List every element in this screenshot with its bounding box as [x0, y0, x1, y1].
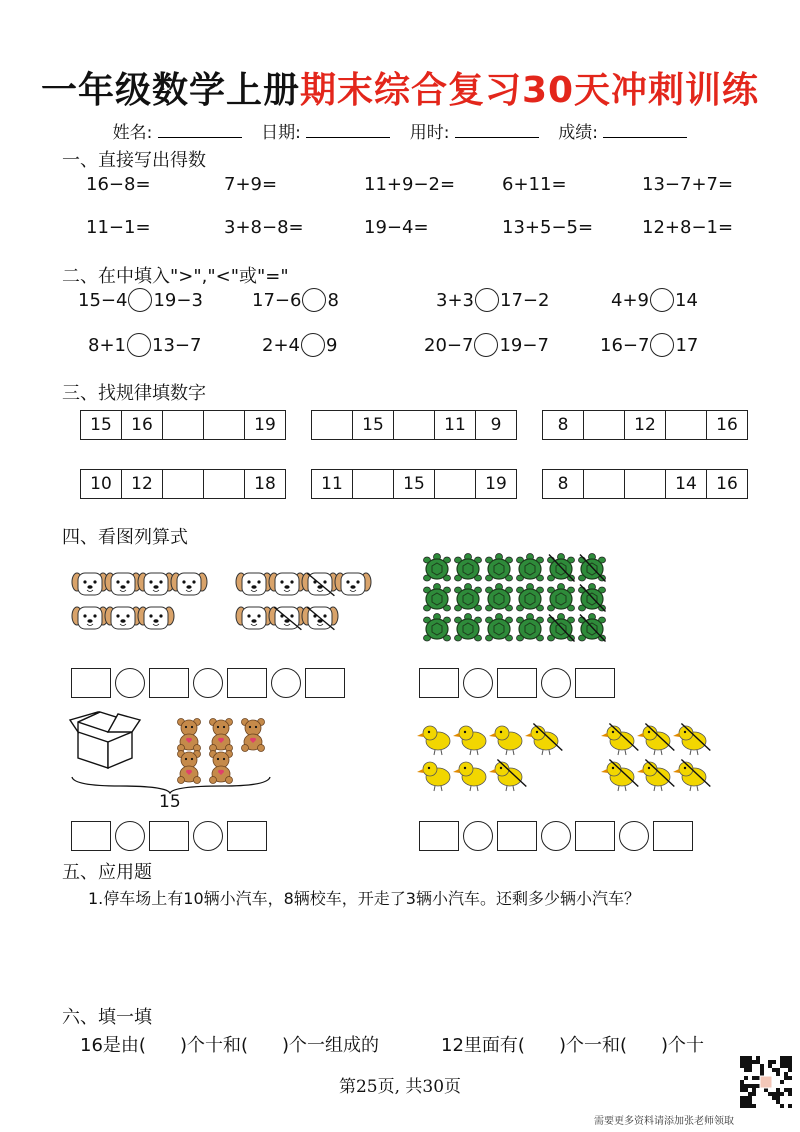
answer-box[interactable]	[149, 821, 189, 851]
operator-circle[interactable]	[115, 668, 145, 698]
puppy-icon	[171, 573, 207, 595]
answer-row	[71, 821, 271, 851]
compare-item: 4+9 14	[611, 289, 698, 311]
answer-box[interactable]	[227, 668, 267, 698]
page-number: 第25页, 共30页	[338, 1077, 462, 1097]
compare-item: 8+1 13−7	[88, 334, 202, 356]
duck-icon	[453, 762, 486, 791]
calc-item: 6+11=	[502, 174, 567, 195]
turtle-icon	[424, 554, 451, 582]
duck-icon	[637, 760, 674, 792]
fill-question-2: 12里面有( )个一和( )个十	[441, 1035, 705, 1056]
calc-item: 12+8−1=	[642, 217, 734, 238]
sequence-cell[interactable]: 18	[244, 469, 286, 499]
puppy-icon	[105, 607, 141, 629]
compare-item: 20−7 19−7	[424, 334, 549, 356]
calc-item: 16−8=	[86, 174, 151, 195]
sequence-cell[interactable]: 11	[311, 469, 353, 499]
teddy-bear-icon	[178, 719, 201, 752]
brace-icon	[72, 777, 270, 793]
sequence-cell[interactable]: 19	[475, 469, 517, 499]
section-4-heading: 四、看图列算式	[62, 527, 188, 548]
turtle-icon	[579, 584, 606, 612]
turtle-icon	[455, 584, 482, 612]
section-5-heading: 五、应用题	[62, 862, 152, 883]
turtle-icon	[486, 614, 513, 642]
compare-item: 17−6 8	[252, 289, 339, 311]
turtle-icon	[486, 554, 513, 582]
sequence-cell[interactable]: 15	[393, 469, 435, 499]
calc-item: 11−1=	[86, 217, 151, 238]
box-icon	[70, 712, 140, 768]
duck-icon	[417, 726, 450, 755]
compare-item: 16−7 17	[600, 334, 699, 356]
puppy-icon	[269, 573, 305, 595]
answer-box[interactable]	[575, 821, 615, 851]
puppy-icon	[269, 607, 305, 630]
qr-code[interactable]	[740, 1056, 792, 1108]
answer-box[interactable]	[149, 668, 189, 698]
answer-box[interactable]	[419, 821, 459, 851]
answer-box[interactable]	[305, 668, 345, 698]
duck-icon	[489, 760, 526, 792]
operator-circle[interactable]	[463, 668, 493, 698]
sequence-cell[interactable]: 15	[80, 410, 122, 440]
calc-item: 7+9=	[224, 174, 278, 195]
score-label: 成绩:	[558, 123, 598, 143]
answer-box[interactable]	[71, 668, 111, 698]
puppy-icon	[302, 607, 338, 630]
operator-circle[interactable]	[271, 668, 301, 698]
answer-box[interactable]	[653, 821, 693, 851]
name-label: 姓名:	[112, 123, 153, 143]
turtle-icon	[486, 584, 513, 612]
duck-icon	[453, 726, 486, 755]
brace-total-label: 15	[159, 792, 181, 812]
calc-item: 19−4=	[364, 217, 429, 238]
answer-box[interactable]	[227, 821, 267, 851]
turtle-icon	[548, 614, 575, 642]
duck-icon	[525, 724, 562, 756]
title-part2: 期末综合复习30天冲刺训练	[299, 70, 760, 111]
duck-icon	[417, 762, 450, 791]
answer-box[interactable]	[419, 668, 459, 698]
calc-item: 11+9−2=	[364, 174, 456, 195]
word-problem-text: 1.停车场上有10辆小汽车，8辆校车，开走了3辆小汽车。还剩多少辆小汽车？	[88, 889, 640, 908]
title-part1: 一年级数学上册	[40, 70, 300, 111]
sequence-cell[interactable]: 14	[665, 469, 707, 499]
puppy-icon	[236, 573, 272, 595]
duck-icon	[601, 724, 638, 756]
sequence-cell[interactable]: 19	[244, 410, 286, 440]
answer-box[interactable]	[497, 821, 537, 851]
sequence-cell[interactable]: 16	[706, 410, 748, 440]
operator-circle[interactable]	[463, 821, 493, 851]
answer-box[interactable]	[497, 668, 537, 698]
qr-note: 需要更多资料请添加张老师领取	[594, 1116, 734, 1127]
puppy-icon	[72, 607, 108, 629]
fill-question-1: 16是由( )个十和( )个一组成的	[80, 1035, 380, 1056]
operator-circle[interactable]	[193, 821, 223, 851]
sequence-cell[interactable]: 12	[624, 410, 666, 440]
turtle-icon	[455, 554, 482, 582]
sequence-cell[interactable]: 10	[80, 469, 122, 499]
puppy-icon	[72, 573, 108, 595]
sequence-cell[interactable]: 11	[434, 410, 476, 440]
section-3-heading: 三、找规律填数字	[62, 383, 206, 404]
date-label: 日期:	[261, 123, 301, 143]
compare-item: 3+3 17−2	[436, 289, 550, 311]
turtle-icon	[548, 554, 575, 582]
section-1-heading: 一、直接写出得数	[62, 150, 206, 171]
turtle-icon	[579, 614, 606, 642]
turtle-icon	[517, 614, 544, 642]
teddy-bear-icon	[210, 751, 233, 784]
sequence-cell[interactable]: 15	[352, 410, 394, 440]
compare-item: 2+4 9	[262, 334, 338, 356]
answer-box[interactable]	[71, 821, 111, 851]
operator-circle[interactable]	[541, 821, 571, 851]
answer-row	[419, 821, 697, 851]
calc-item: 13+5−5=	[502, 217, 594, 238]
sequence-cell[interactable]: 8	[542, 469, 584, 499]
turtle-icon	[517, 584, 544, 612]
puppy-icon	[138, 573, 174, 595]
answer-row	[419, 668, 619, 698]
sequence-cell[interactable]: 8	[542, 410, 584, 440]
turtle-icon	[455, 614, 482, 642]
turtle-icon	[424, 614, 451, 642]
turtle-icon	[424, 584, 451, 612]
puppy-icon	[335, 573, 371, 595]
answer-row	[71, 668, 349, 698]
calc-item: 3+8−8=	[224, 217, 304, 238]
operator-circle[interactable]	[193, 668, 223, 698]
duck-icon	[673, 724, 710, 756]
operator-circle[interactable]	[619, 821, 649, 851]
teddy-bear-icon	[242, 719, 265, 752]
section-2-heading: 二、在中填入">","<"或"="	[62, 266, 289, 287]
duck-icon	[673, 760, 710, 792]
puppy-icon	[105, 573, 141, 595]
duck-icon	[601, 760, 638, 792]
teddy-bear-icon	[178, 751, 201, 784]
puppy-icon	[236, 607, 272, 629]
turtle-icon	[548, 584, 575, 612]
operator-circle[interactable]	[115, 821, 145, 851]
calc-item: 13−7+7=	[642, 174, 734, 195]
sequence-cell[interactable]: 16	[706, 469, 748, 499]
puppy-icon	[302, 573, 338, 596]
answer-box[interactable]	[575, 668, 615, 698]
puppy-icon	[138, 607, 174, 629]
sequence-cell[interactable]: 12	[121, 469, 163, 499]
duck-icon	[489, 726, 522, 755]
teddy-bear-icon	[210, 719, 233, 752]
operator-circle[interactable]	[541, 668, 571, 698]
duck-icon	[637, 724, 674, 756]
turtle-icon	[579, 554, 606, 582]
sequence-cell[interactable]: 9	[475, 410, 517, 440]
section-6-heading: 六、填一填	[62, 1007, 152, 1028]
time-label: 用时:	[409, 123, 450, 143]
compare-item: 15−4 19−3	[78, 289, 203, 311]
turtle-icon	[517, 554, 544, 582]
sequence-cell[interactable]: 16	[121, 410, 163, 440]
